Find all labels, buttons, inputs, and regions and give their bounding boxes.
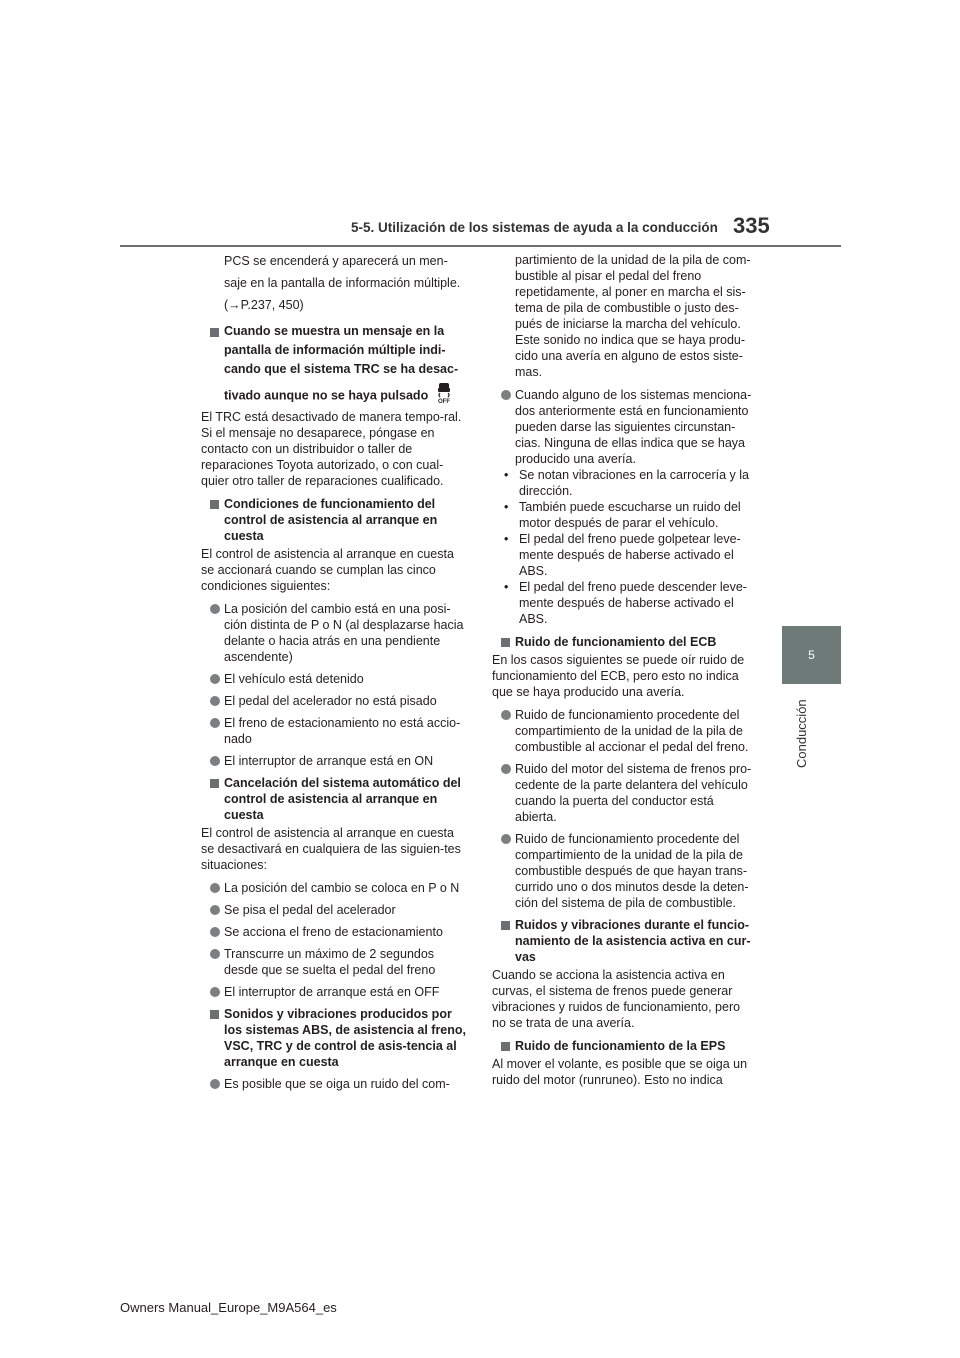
bullet-item: El interruptor de arranque está en OFF <box>201 984 466 1000</box>
heading-line: pantalla de información múltiple indi- <box>224 343 446 357</box>
page-number: 335 <box>733 213 770 238</box>
section-title: 5-5. Utilización de los sistemas de ayuda a la conducción <box>351 220 718 235</box>
body-paragraph: El control de asistencia al arranque en cuesta se desactivará en cualquiera de las siguien-tes situaciones: <box>201 826 461 872</box>
sub-bullet-item: • El pedal del freno puede descender leve-mente después de haberse activado el ABS. <box>492 579 757 627</box>
bullet-item: La posición del cambio se coloca en P o N <box>201 880 466 896</box>
section-heading-active-cornering: Ruidos y vibraciones durante el funcio-namiento de la asistencia activa en cur-vas <box>492 917 757 965</box>
bullet-item: La posición del cambio está en una posi-ción distinta de P o N (al desplazarse hacia delante o hacia atrás en una pendiente ascendente) <box>201 601 466 665</box>
header-rule <box>120 245 841 247</box>
heading-line-text: tivado aunque no se haya pulsado <box>224 388 429 403</box>
continued-line: saje en la pantalla de información múltiple. <box>224 276 461 290</box>
bullet-item: Se acciona el freno de estacionamiento <box>201 924 466 940</box>
bullet-item: El freno de estacionamiento no está accio-nado <box>201 715 466 747</box>
chapter-label-text: Conducción <box>794 699 809 768</box>
bullet-item: Ruido de funcionamiento procedente del compartimiento de la unidad de la pila de combustible después de que hayan trans-currido uno o dos minutos desde la deten-ción del sistema de pila de combustible. <box>492 831 757 911</box>
page-reference: (→P.237, 450) <box>224 298 304 312</box>
left-column <box>201 252 466 1098</box>
trc-off-icon <box>436 382 452 404</box>
heading-line: cando que el sistema TRC se ha desac- <box>224 362 459 376</box>
bullet-item: Cuando alguno de los sistemas menciona-dos anteriormente está en funcionamiento pueden darse las siguientes circunstan-cias. Ninguna de ellas indica que se haya producido una avería. <box>492 387 757 467</box>
section-heading-sounds-vibrations: Sonidos y vibraciones producidos por los sistemas ABS, de asistencia al freno, VSC, TRC y de control de asis-tencia al arranque en cuesta <box>201 1006 466 1070</box>
body-paragraph: El TRC está desactivado de manera tempo-ral. Si el mensaje no desaparece, póngase en contacto con un distribuidor o taller de reparaciones Toyota autorizado, o con cual-quier otro taller de reparaciones cualificado. <box>201 410 462 488</box>
body-paragraph: En los casos siguientes se puede oír ruido de funcionamiento del ECB, pero esto no indica que se haya producido una avería. <box>492 653 745 699</box>
continued-paragraph: partimiento de la unidad de la pila de com-bustible al pisar el pedal del freno repetidamente, al poner en marcha el sis-tema de pila de combustible o justo des-pués de iniciarse la marcha del vehículo. Este sonido no indica que se haya produ-cido una avería en alguno de estos siste-mas. <box>515 253 751 379</box>
section-heading-hill-start-cancel: Cancelación del sistema automático del control de asistencia al arranque en cuesta <box>201 775 466 823</box>
right-column <box>492 252 757 1095</box>
body-paragraph: El control de asistencia al arranque en cuesta se accionará cuando se cumplan las cinco condiciones siguientes: <box>201 547 454 593</box>
continued-line: PCS se encenderá y aparecerá un men- <box>224 254 448 268</box>
heading-line: Cuando se muestra un mensaje en la <box>224 324 445 338</box>
bullet-item: Transcurre un máximo de 2 segundos desde que se suelta el pedal del freno <box>201 946 466 978</box>
sub-bullet-item: • También puede escucharse un ruido del motor después de parar el vehículo. <box>492 499 757 531</box>
body-paragraph: Cuando se acciona la asistencia activa en curvas, el sistema de frenos puede generar vibraciones y ruidos de funcionamiento, pero no se trata de una avería. <box>492 968 741 1030</box>
footer-manual-id: Owners Manual_Europe_M9A564_es <box>120 1300 337 1315</box>
bullet-item: Ruido del motor del sistema de frenos pro-cedente de la parte delantera del vehículo cuando la puerta del conductor está abierta. <box>492 761 757 825</box>
trc-icon-caption: OFF <box>438 399 451 404</box>
chapter-tab-number: 5 <box>782 626 841 684</box>
chapter-label <box>793 690 813 780</box>
bullet-item: El interruptor de arranque está en ON <box>201 753 466 769</box>
bullet-item: Es posible que se oiga un ruido del com- <box>201 1076 466 1092</box>
bullet-item: El vehículo está detenido <box>201 671 466 687</box>
heading-line <box>224 385 466 407</box>
section-heading-hill-start-conditions: Condiciones de funcionamiento del control de asistencia al arranque en cuesta <box>201 496 466 544</box>
section-heading-ecb-noise: Ruido de funcionamiento del ECB <box>492 634 757 650</box>
sub-bullet-item: • Se notan vibraciones en la carrocería y la dirección. <box>492 467 757 499</box>
bullet-item: Se pisa el pedal del acelerador <box>201 902 466 918</box>
bullet-item: Ruido de funcionamiento procedente del compartimiento de la unidad de la pila de combustible al accionar el pedal del freno. <box>492 707 757 755</box>
section-heading-trc-message <box>201 322 466 407</box>
body-paragraph: Al mover el volante, es posible que se oiga un ruido del motor (runruneo). Esto no indica <box>492 1057 748 1087</box>
bullet-item: El pedal del acelerador no está pisado <box>201 693 466 709</box>
sub-bullet-item: • El pedal del freno puede golpetear leve-mente después de haberse activado el ABS. <box>492 531 757 579</box>
section-heading-eps-noise: Ruido de funcionamiento de la EPS <box>492 1038 757 1054</box>
